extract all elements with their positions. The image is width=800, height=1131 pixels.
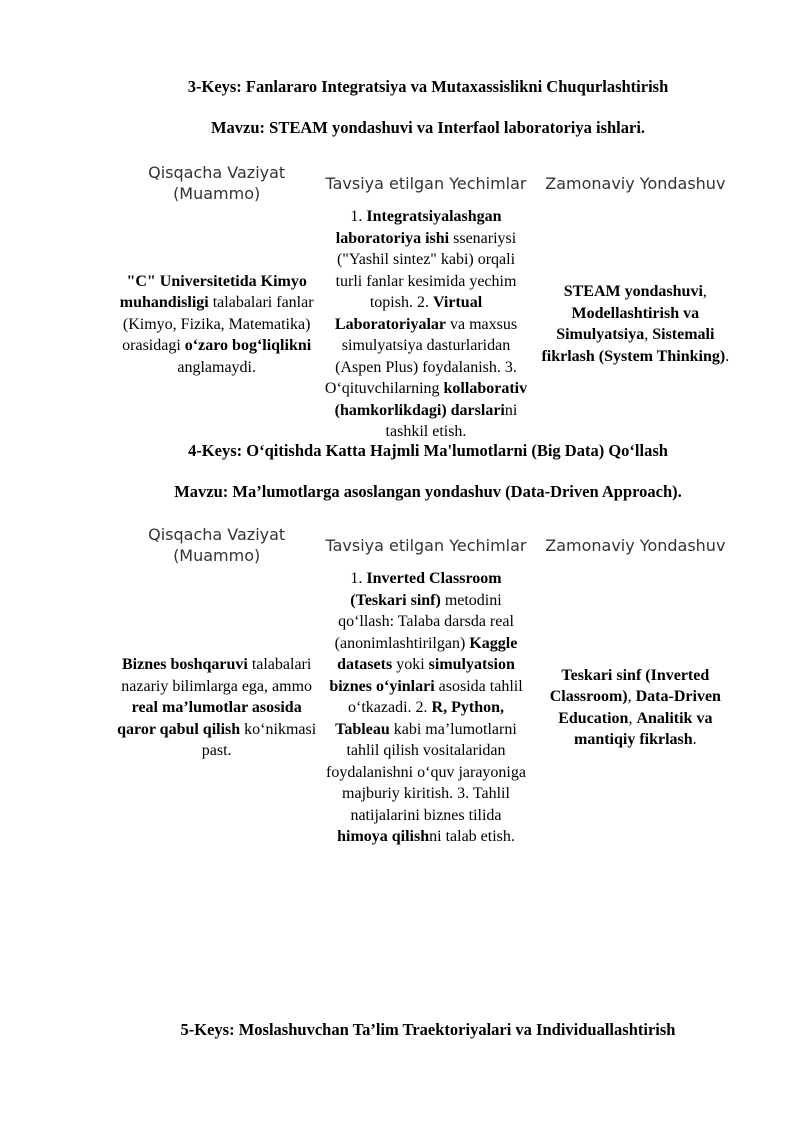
case3-solutions-text-3: va maxsus simulyatsiya dasturlaridan (Aspen Plus) foydalanish. 3. O‘qituvchilarning <box>324 315 518 397</box>
case3-solutions-text-1: 1. <box>350 208 367 225</box>
case3-solutions-text-2: ssenariysi ("Yashil sintez" kabi) orqali turli fanlar kesimida yechim topish. 2. <box>335 229 517 311</box>
case4-solutions-text-5: kabi ma’lumotlarni tahlil qilish vositalaridan foydalanishni o‘quv jarayoniga majburiy kiritish. 3. Tahlil natijalarini biznes tilida <box>326 720 526 824</box>
case3-approach-bold-3: Sistemali fikrlash (System Thinking) <box>541 326 726 365</box>
case3-header-row <box>112 160 740 206</box>
case4-solutions-text-3: yoki <box>392 656 429 673</box>
case3-row <box>112 206 740 443</box>
case3-solutions-text-4: ni tashkil etish. <box>385 401 518 440</box>
case3-solutions-bold-2: Virtual Laboratoriyalar <box>334 294 483 333</box>
case4-header-approach: Zamonaviy Yondashuv <box>545 535 726 555</box>
case4-solutions-text-6: ni talab etish. <box>429 828 515 845</box>
case4-solutions-text-1: 1. <box>350 570 367 587</box>
case3-solutions-cell <box>321 206 530 443</box>
case4-solutions-bold-2: Kaggle datasets <box>337 634 518 673</box>
case4-header-solutions: Tavsiya etilgan Yechimlar <box>325 535 527 555</box>
case3-problem-bold-1: "C" Universitetida Kimyo muhandisligi <box>119 272 307 311</box>
case4-solutions-bold-3: simulyatsion biznes o‘yinlari <box>329 656 515 695</box>
case4-solutions-bold-1: Inverted Classroom (Teskari sinf) <box>350 570 502 609</box>
case3-topic: Mavzu: STEAM yondashuvi va Interfaol laboratoriya ishlari. <box>210 118 646 137</box>
case3-header-approach: Zamonaviy Yondashuv <box>545 173 726 193</box>
case3-approach-bold-2: Modellashtirish va Simulyatsiya <box>556 304 700 344</box>
case4-problem-bold-1: Biznes boshqaruvi <box>122 656 248 673</box>
case4-solutions-text-4: asosida tahlil o‘tkazadi. 2. <box>348 677 523 716</box>
case4-row <box>112 568 740 848</box>
case4-problem-bold-2: real ma’lumotlar asosida qaror qabul qilish <box>117 699 302 738</box>
case4-approach-bold-1: Teskari sinf (Inverted Classroom) <box>549 666 710 706</box>
case3-approach-bold-1: STEAM yondashuvi <box>563 283 703 301</box>
case3-header-solutions: Tavsiya etilgan Yechimlar <box>325 173 527 193</box>
case4-title: 4-Keys: O‘qitishda Katta Hajmli Ma'lumotlarni (Big Data) Qo‘llash <box>188 441 668 460</box>
case5-title: 5-Keys: Moslashuvchan Ta’lim Traektoriyalari va Individuallashtirish <box>180 1020 676 1039</box>
case4-approach-text-3: . <box>692 731 697 749</box>
case4-approach-bold-2: Data-Driven Education <box>558 688 721 727</box>
case4-solutions-cell <box>321 568 530 848</box>
case4-approach-text-1: , <box>627 688 636 706</box>
case3-approach-cell <box>531 206 740 443</box>
case4-solutions-bold-5: himoya qilish <box>337 828 430 845</box>
case4-topic: Mavzu: Ma’lumotlarga asoslangan yondashuv (Data-Driven Approach). <box>174 482 682 501</box>
case3-approach-text-1: , <box>702 283 707 301</box>
case3-title: 3-Keys: Fanlararo Integratsiya va Mutaxassislikni Chuqurlashtirish <box>187 77 669 96</box>
case3-problem-text-1: talabalari fanlar (Kimyo, Fizika, Matematika) orasidagi <box>122 294 314 354</box>
case4-approach-text-2: , <box>628 709 637 727</box>
case4-approach-cell <box>531 568 740 848</box>
case3-problem-cell <box>112 206 321 443</box>
case4-problem-text-2: ko‘nikmasi past. <box>201 720 317 759</box>
case3-solutions-bold-1: Integratsiyalashgan laboratoriya ishi <box>335 208 502 247</box>
case4-header-row <box>112 522 740 568</box>
case3-problem-bold-2: o‘zaro bog‘liqlikni <box>184 337 312 354</box>
case3-problem-text-2: anglamaydi. <box>177 358 256 376</box>
case4-problem-text-1: talabalari nazariy bilimlarga ega, ammo <box>121 656 313 695</box>
case4-approach-bold-3: Analitik va mantiqiy fikrlash <box>573 709 713 749</box>
case4-problem-cell <box>112 568 321 848</box>
case3-table <box>112 160 740 443</box>
case4-solutions-text-2: metodini qo‘llash: Talaba darsda real (anonimlashtirilgan) <box>334 591 514 652</box>
case3-solutions-bold-3: kollaborativ (hamkorlikdagi) darslari <box>334 380 528 419</box>
case4-header-problem: Qisqacha Vaziyat (Muammo) <box>148 525 286 565</box>
case3-header-problem: Qisqacha Vaziyat (Muammo) <box>148 163 286 203</box>
case4-solutions-bold-4: R, Python, Tableau <box>335 699 504 738</box>
case3-approach-text-3: . <box>725 347 730 365</box>
case3-approach-text-2: , <box>644 326 653 344</box>
case4-table <box>112 522 740 848</box>
